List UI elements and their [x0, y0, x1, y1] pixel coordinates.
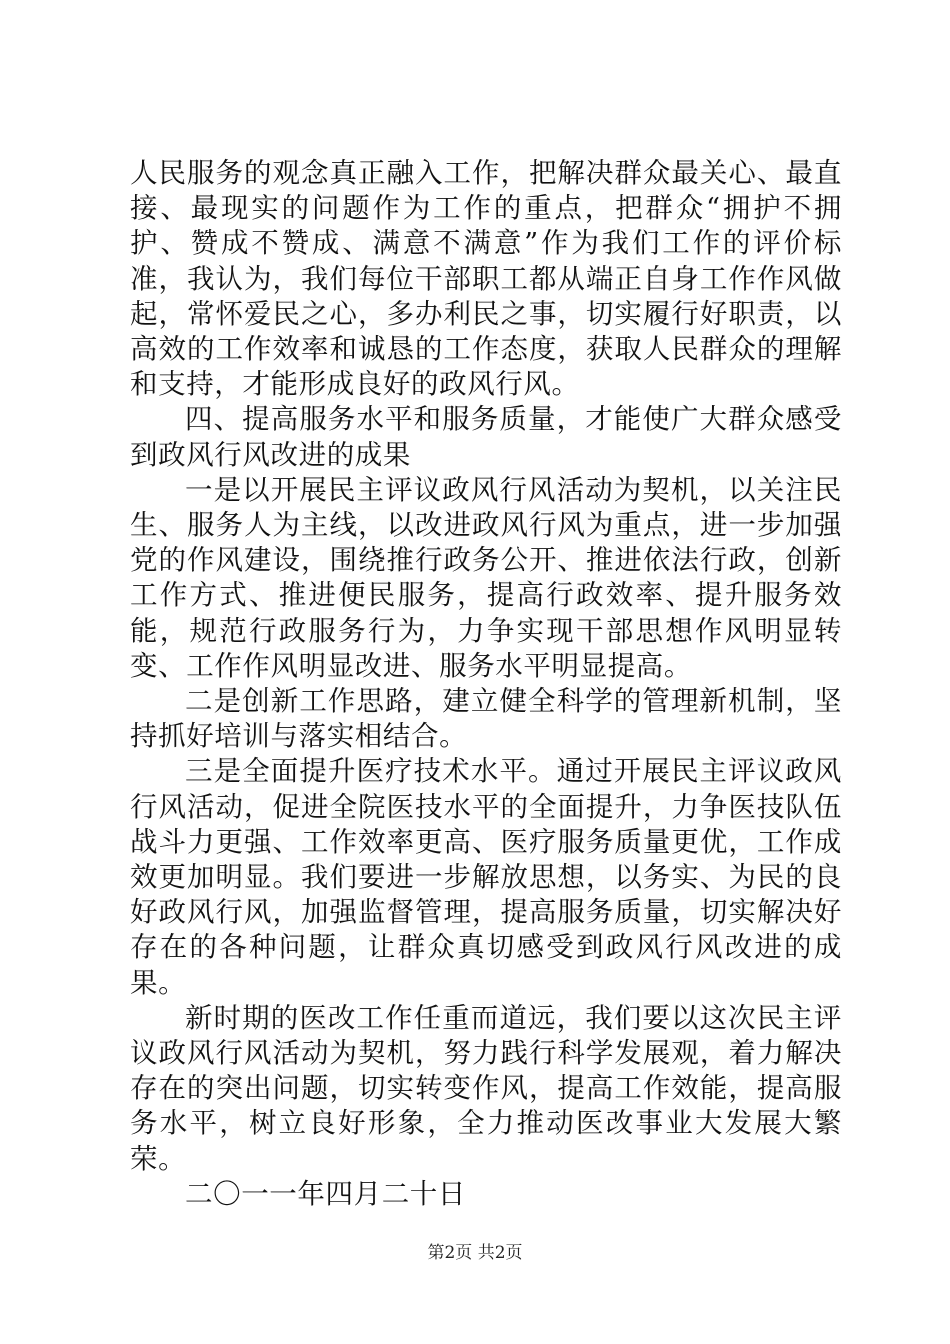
paragraph-point-three: 三是全面提升医疗技术水平。通过开展民主评议政风行风活动，促进全院医技水平的全面提升，力争医技队伍战斗力更强、工作效率更高、医疗服务质量更优，工作成效更加明显。我们要进一步解放思想，以务实、为民的良好政风行风，加强监督管理，提高服务质量，切实解决好存在的各种问题，让群众真切感受到政风行风改进的成果。 — [130, 755, 842, 999]
section-heading-four: 四、提高服务水平和服务质量，才能使广大群众感受到政风行风改进的成果 — [130, 403, 842, 471]
page-footer — [0, 1243, 950, 1263]
page-number-label: 第2页 共2页 — [427, 1243, 523, 1263]
paragraph-conclusion: 新时期的医改工作任重而道远，我们要以这次民主评议政风行风活动为契机，努力践行科学发展观，着力解决存在的突出问题，切实转变作风，提高工作效能，提高服务水平，树立良好形象，全力推动医改事业大发展大繁荣。 — [130, 1001, 842, 1175]
paragraph-continuation: 人民服务的观念真正融入工作，把解决群众最关心、最直接、最现实的问题作为工作的重点，把群众“拥护不拥护、赞成不赞成、满意不满意”作为我们工作的评价标准，我认为，我们每位干部职工都从端正自身工作作风做起，常怀爱民之心，多办利民之事，切实履行好职责，以高效的工作效率和诚恳的工作态度，获取人民群众的理解和支持，才能形成良好的政风行风。 — [130, 157, 842, 401]
document-date: 二〇一一年四月二十日 — [185, 1177, 466, 1210]
paragraph-point-one: 一是以开展民主评议政风行风活动为契机，以关注民生、服务人为主线，以改进政风行风为重点，进一步加强党的作风建设，围绕推行政务公开、推进依法行政，创新工作方式、推进便民服务，提高行政效率、提升服务效能，规范行政服务行为，力争实现干部思想作风明显转变、工作作风明显改进、服务水平明显提高。 — [130, 473, 842, 682]
paragraph-point-two: 二是创新工作思路，建立健全科学的管理新机制，坚持抓好培训与落实相结合。 — [130, 685, 842, 753]
document-body — [130, 156, 842, 1212]
